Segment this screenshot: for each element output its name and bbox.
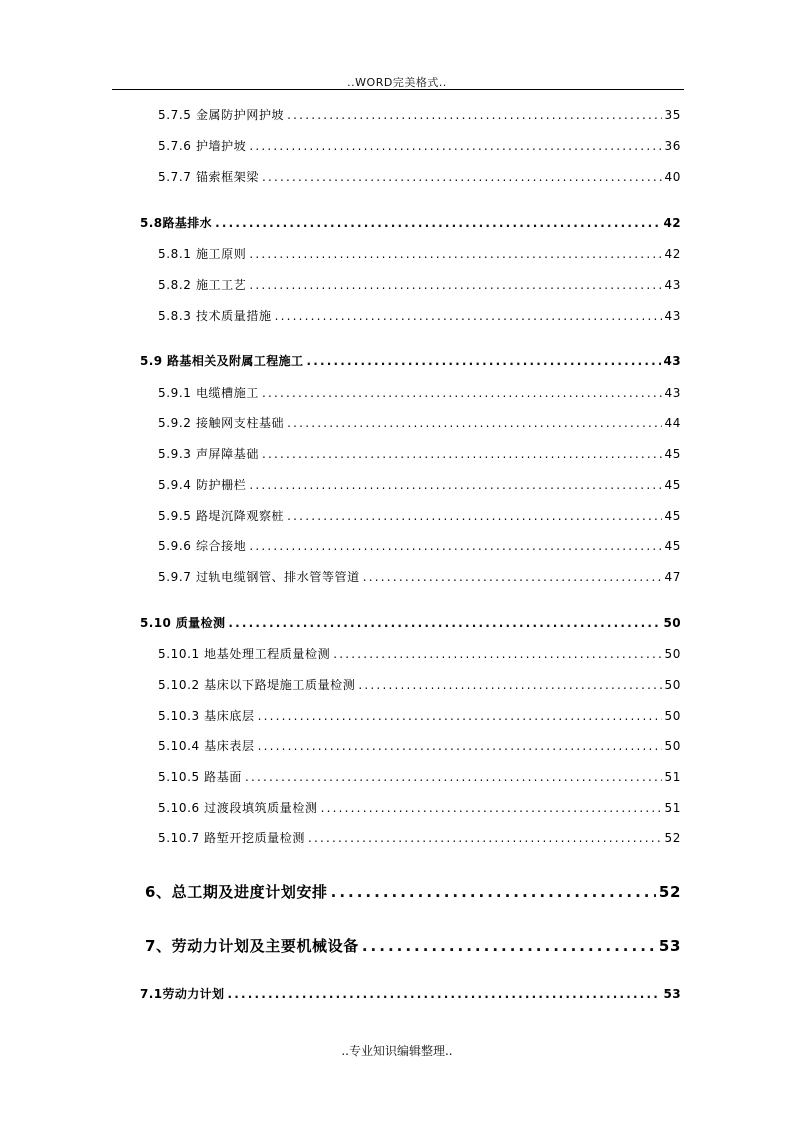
toc-chapter-heading[interactable]: [145, 881, 681, 902]
leader-dots: [258, 739, 662, 753]
toc-entry-label: 5.10 质量检测: [140, 616, 226, 630]
toc-entry-page: 53: [663, 987, 681, 1001]
toc-entry[interactable]: [158, 768, 681, 785]
toc-entry-label: 5.7.7 锚索框架梁: [158, 170, 259, 184]
leader-dots: [249, 478, 661, 492]
leader-dots: [331, 883, 656, 901]
toc-entry-page: 42: [663, 216, 681, 230]
toc-entry-label: 5.9.3 声屏障基础: [158, 447, 259, 461]
toc-entry-page: 45: [664, 478, 681, 492]
toc-entry-page: 45: [664, 509, 681, 523]
toc-entry-label: 7.1劳动力计划: [140, 987, 225, 1001]
toc-entry[interactable]: [158, 245, 681, 262]
toc-entry-page: 42: [664, 247, 681, 261]
leader-dots: [262, 447, 662, 461]
toc-entry[interactable]: [158, 106, 681, 123]
toc-entry-page: 47: [664, 570, 681, 584]
toc-entry[interactable]: [158, 168, 681, 185]
toc-entry-label: 5.10.1 地基处理工程质量检测: [158, 647, 331, 661]
leader-dots: [249, 139, 661, 153]
leader-dots: [358, 678, 661, 692]
toc-section-heading[interactable]: [140, 214, 681, 231]
toc-section-heading[interactable]: [140, 985, 681, 1002]
leader-dots: [363, 570, 662, 584]
toc-entry-page: 51: [664, 801, 681, 815]
leader-dots: [245, 770, 662, 784]
toc-entry-label: 5.8路基排水: [140, 216, 213, 230]
toc-entry-page: 52: [658, 883, 681, 901]
toc-entry-label: 5.9.5 路堤沉降观察桩: [158, 509, 285, 523]
leader-dots: [275, 309, 662, 323]
toc-entry[interactable]: [158, 276, 681, 293]
toc-entry-label: 5.8.1 施工原则: [158, 247, 247, 261]
leader-dots: [287, 509, 661, 523]
toc-entry[interactable]: [158, 445, 681, 462]
leader-dots: [249, 539, 661, 553]
toc-entry-page: 44: [664, 416, 681, 430]
toc-entry[interactable]: [158, 568, 681, 585]
toc-entry-label: 7、劳动力计划及主要机械设备: [145, 937, 359, 955]
leader-dots: [333, 647, 661, 661]
toc-entry[interactable]: [158, 799, 681, 816]
toc-entry-label: 5.7.5 金属防护网护坡: [158, 108, 285, 122]
toc-entry[interactable]: [158, 829, 681, 846]
leader-dots: [249, 247, 661, 261]
toc-entry[interactable]: [158, 384, 681, 401]
toc-entry-page: 36: [664, 139, 681, 153]
toc-entry-page: 43: [664, 309, 681, 323]
leader-dots: [321, 801, 662, 815]
leader-dots: [362, 937, 656, 955]
toc-entry[interactable]: [158, 737, 681, 754]
toc-entry-label: 5.9.2 接触网支柱基础: [158, 416, 285, 430]
toc-entry-page: 52: [664, 831, 681, 845]
leader-dots: [258, 709, 662, 723]
header-rule: [112, 89, 684, 90]
toc-entry-page: 40: [664, 170, 681, 184]
leader-dots: [249, 278, 661, 292]
leader-dots: [228, 616, 660, 630]
toc-entry-page: 35: [664, 108, 681, 122]
toc-section-heading[interactable]: [140, 352, 681, 369]
toc-entry[interactable]: [158, 676, 681, 693]
toc-entry-label: 5.8.3 技术质量措施: [158, 309, 272, 323]
toc-entry-page: 50: [664, 739, 681, 753]
leader-dots: [287, 416, 661, 430]
leader-dots: [262, 170, 662, 184]
toc-entry-label: 5.9.6 综合接地: [158, 539, 247, 553]
toc-entry-page: 45: [664, 539, 681, 553]
toc-section-heading[interactable]: [140, 614, 681, 631]
toc-entry-label: 5.7.6 护墙护坡: [158, 139, 247, 153]
leader-dots: [287, 108, 661, 122]
toc-entry-page: 50: [663, 616, 681, 630]
toc-entry-page: 43: [664, 386, 681, 400]
toc-entry-page: 45: [664, 447, 681, 461]
toc-entry-page: 50: [664, 678, 681, 692]
toc-entry[interactable]: [158, 645, 681, 662]
toc-entry-page: 53: [658, 937, 681, 955]
page-footer: ..专业知识编辑整理..: [341, 1044, 453, 1058]
page-header: ..WORD完美格式..: [347, 76, 447, 89]
toc-entry[interactable]: [158, 307, 681, 324]
toc-entry[interactable]: [158, 537, 681, 554]
toc-entry-label: 5.9.7 过轨电缆钢管、排水管等管道: [158, 570, 360, 584]
leader-dots: [215, 216, 660, 230]
leader-dots: [306, 354, 660, 368]
toc-chapter-heading[interactable]: [145, 935, 681, 956]
toc-entry-label: 5.10.3 基床底层: [158, 709, 255, 723]
toc-entry-label: 6、总工期及进度计划安排: [145, 883, 328, 901]
toc-entry-page: 43: [663, 354, 681, 368]
toc-entry[interactable]: [158, 707, 681, 724]
toc-entry-label: 5.10.2 基床以下路堤施工质量检测: [158, 678, 356, 692]
toc-entry-page: 43: [664, 278, 681, 292]
leader-dots: [227, 987, 660, 1001]
toc-entry-label: 5.9 路基相关及附属工程施工: [140, 354, 304, 368]
toc-entry[interactable]: [158, 414, 681, 431]
leader-dots: [262, 386, 662, 400]
toc-entry[interactable]: [158, 137, 681, 154]
leader-dots: [308, 831, 662, 845]
toc-entry-label: 5.10.5 路基面: [158, 770, 242, 784]
toc-entry-label: 5.10.6 过渡段填筑质量检测: [158, 801, 318, 815]
toc-entry[interactable]: [158, 507, 681, 524]
toc-entry-label: 5.8.2 施工工艺: [158, 278, 247, 292]
toc-entry-page: 50: [664, 709, 681, 723]
toc-entry-label: 5.10.7 路堑开挖质量检测: [158, 831, 305, 845]
toc-entry-page: 51: [664, 770, 681, 784]
toc-entry-page: 50: [664, 647, 681, 661]
toc-entry[interactable]: [158, 476, 681, 493]
toc-entry-label: 5.9.4 防护栅栏: [158, 478, 247, 492]
toc-entry-label: 5.9.1 电缆槽施工: [158, 386, 259, 400]
toc-entry-label: 5.10.4 基床表层: [158, 739, 255, 753]
